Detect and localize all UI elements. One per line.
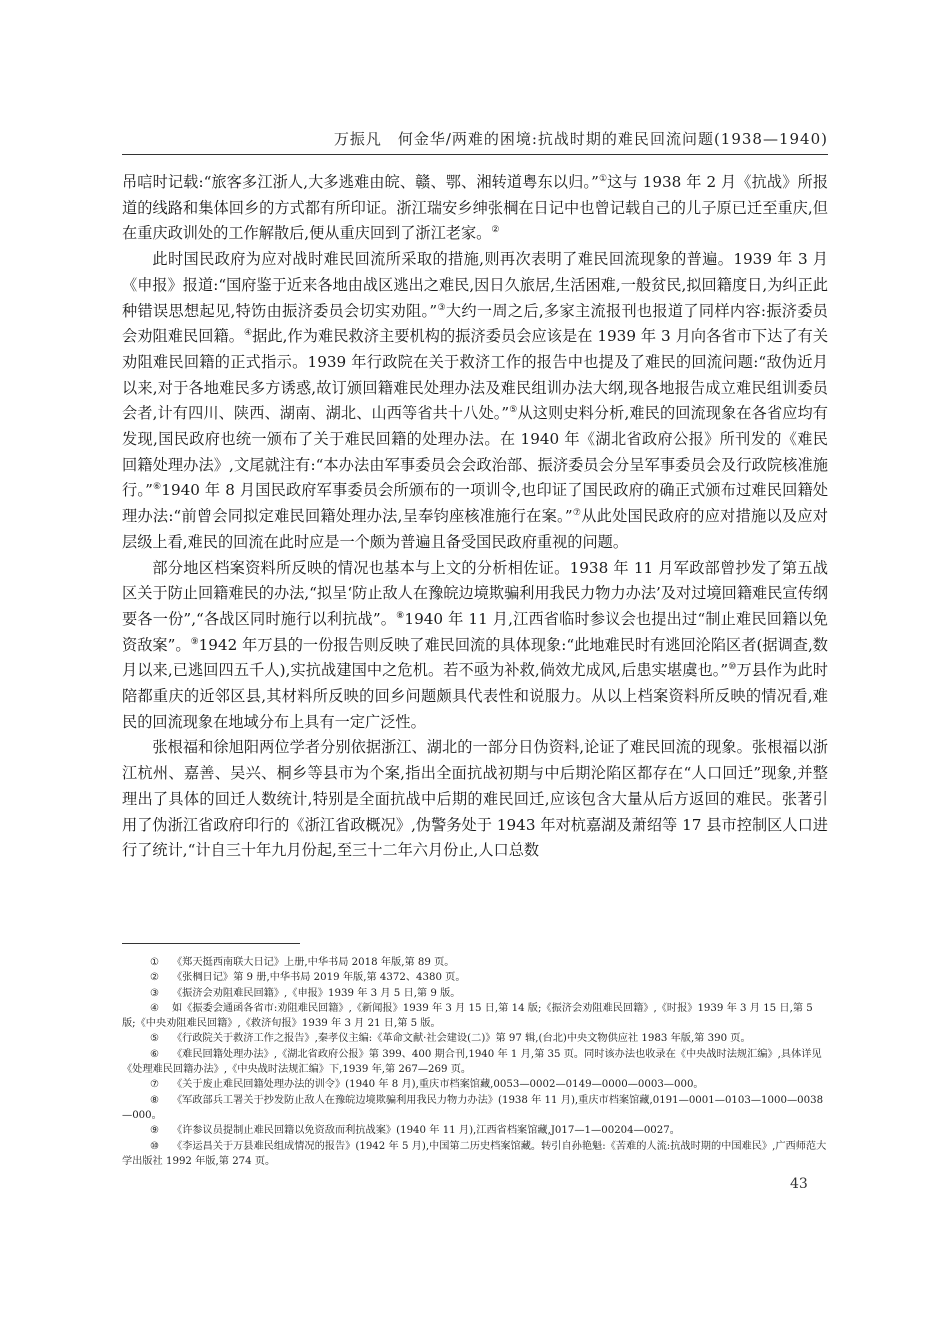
- footnote-reference: ⑦: [572, 508, 582, 519]
- footnote-text: 《郑天挺西南联大日记》上册,中华书局 2018 年版,第 89 页。: [172, 957, 455, 968]
- footnote-reference: ⑧: [396, 610, 405, 621]
- footnotes: [122, 955, 828, 1169]
- footnote: [122, 986, 828, 1001]
- footnote-reference: ②: [491, 225, 500, 236]
- page-number: 43: [790, 1176, 808, 1192]
- footnote: [122, 1001, 828, 1032]
- footnote: [122, 970, 828, 985]
- body-text: [122, 170, 828, 864]
- footnote-reference: ⑤: [509, 405, 518, 416]
- footnote-marker: ④: [150, 1002, 160, 1014]
- footnote: [122, 1093, 828, 1124]
- footnote-divider: [122, 943, 300, 944]
- footnote-text: 《振济会劝阻难民回籍》,《申报》1939 年 3 月 5 日,第 9 版。: [172, 987, 461, 999]
- footnote-marker: ⑤: [150, 1033, 160, 1045]
- footnote-text: 《李运昌关于万县难民组成情况的报告》(1942 年 5 月),中国第二历史档案馆藏。转引自孙艳魁:《苦难的人流:抗战时期的中国难民》,广西师范大学出版社 1992 年版,第 274 页。: [122, 1140, 827, 1167]
- paragraph-text: 从此处国民政府的应对措施以及应对层级上看,难民的回流在此时应是一个颇为普遍且备受国民政府重视的问题。: [122, 507, 828, 551]
- footnote-marker: ①: [150, 957, 160, 968]
- footnote: [122, 955, 828, 970]
- footnote: [122, 1031, 828, 1046]
- paragraph-text: 1940 年 11 月,江西省临时参议会也提出过“制止难民回籍以免资敌案”。: [122, 609, 828, 654]
- header-divider: [122, 154, 828, 155]
- footnote-reference: ④: [243, 328, 253, 339]
- footnote-marker: ⑨: [150, 1125, 160, 1137]
- footnote: [122, 1123, 828, 1138]
- paragraph-text: 1940 年 8 月国民政府军事委员会所颁布的一项训令,也印证了国民政府的确正式颁布过难民回籍处理办法:“前曾会同拟定难民回籍处理办法,呈奉钧座核准施行在案。”: [122, 481, 829, 526]
- footnote-reference: ⑥: [152, 482, 162, 493]
- footnote-text: 《难民回籍处理办法》,《湖北省政府公报》第 399、400 期合刊,1940 年 1 月,第 35 页。同时该办法也收录在《中央战时法规汇编》,具体详见《处理难民回籍办法》,《中央战时法规汇编》下,1939 年,第 267—269 页。: [122, 1048, 822, 1076]
- footnote-marker: ⑦: [150, 1079, 160, 1091]
- paragraph-text: 这与 1938 年 2 月《抗战》所报道的线路和集体回乡的方式都有所印证。浙江瑞安乡绅张棡在日记中也曾记载自己的儿子原已迁至重庆,但在重庆政训处的工作解散后,便从重庆回到了浙江老家。: [122, 173, 829, 243]
- body-paragraph: [122, 170, 828, 247]
- footnote-text: 《军政部兵工署关于抄发防止敌人在豫皖边境欺骗利用我民力物力办法》(1938 年 11 月),重庆市档案馆藏,0191—0001—0103—1000—0038—000。: [122, 1094, 824, 1121]
- footnote: [122, 1077, 828, 1092]
- paragraph-text: 1942 年万县的一份报告则反映了难民回流的具体现象:“此地难民时有逃回沦陷区者(据调查,数月以来,已逃回四五千人),实抗战建国中之危机。若不亟为补救,倘效尤成风,后患实堪虞也。”: [122, 635, 828, 680]
- footnote-reference: ①: [598, 173, 608, 184]
- body-paragraph: [122, 735, 828, 864]
- body-paragraph: [122, 247, 828, 555]
- paragraph-text: 大约一周之后,多家主流报刊也报道了同样内容:振济委员会劝阻难民回籍。: [122, 301, 828, 346]
- paragraph-text: 万县作为此时陪都重庆的近邻区县,其材料所反映的回乡问题颇具代表性和说服力。从以上档案资料所反映的情况看,难民的回流现象在地域分布上具有一定广泛性。: [122, 661, 828, 731]
- footnote: [122, 1047, 828, 1078]
- footnote-reference: ⑩: [728, 662, 737, 673]
- footnote-reference: ③: [437, 302, 446, 313]
- paragraph-text: 此时国民政府为应对战时难民回流所采取的措施,则再次表明了难民回流现象的普遍。1939 年 3 月《申报》报道:“国府鉴于近来各地由战区逃出之难民,因日久旅居,生活困难,一般贫民,拟回籍度日,为纠正此种错误思想起见,特饬由振济委员会切实劝阻。”: [122, 250, 828, 320]
- footnote-marker: ②: [150, 972, 160, 984]
- body-paragraph: [122, 556, 828, 736]
- footnote-text: 《张棡日记》第 9 册,中华书局 2019 年版,第 4372、4380 页。: [172, 972, 466, 984]
- paragraph-text: 从这则史料分析,难民的回流现象在各省应均有发现,国民政府也统一颁布了关于难民回籍的处理办法。在 1940 年《湖北省政府公报》所刊发的《难民回籍处理办法》,文尾就注有:“本办法由军事委员会会政治部、振济委员会分呈军事委员会及行政院核准施行。”: [122, 404, 828, 500]
- paragraph-text: 部分地区档案资料所反映的情况也基本与上文的分析相佐证。1938 年 11 月军政部曾抄发了第五战区关于防止回籍难民的办法,“拟呈‘防止敌人在豫皖边境欺骗利用我民力物力办法’及对过境回籍难民宣传纲要各一份”,“各战区同时施行以利抗战”。: [122, 558, 828, 628]
- footnote-marker: ⑩: [150, 1140, 160, 1152]
- running-title: 万振凡 何金华/两难的困境:抗战时期的难民回流问题(1938—1940): [333, 130, 828, 148]
- paragraph-text: 吊唁时记载:“旅客多江浙人,大多逃难由皖、赣、鄂、湘转道粤东以归。”: [122, 173, 599, 191]
- footnote: [122, 1139, 828, 1170]
- footnote-text: 《行政院关于救济工作之报告》,秦孝仪主编:《革命文献·社会建设(二)》第 97 辑,(台北)中央文物供应社 1983 年版,第 390 页。: [172, 1033, 751, 1045]
- footnote-reference: ⑨: [190, 636, 199, 647]
- footnote-marker: ⑧: [150, 1094, 160, 1106]
- paragraph-text: 张根福和徐旭阳两位学者分别依据浙江、湖北的一部分日伪资料,论证了难民回流的现象。张根福以浙江杭州、嘉善、吴兴、桐乡等县市为个案,指出全面抗战初期与中后期沦陷区都存在“人口回迁”现象,并整理出了具体的回迁人数统计,特别是全面抗战中后期的难民回迁,应该包含大量从后方返回的难民。张著引用了伪浙江省政府印行的《浙江省政概况》,伪警务处于 1943 年对杭嘉湖及萧绍等 17 县市控制区人口进行了统计,“计自三十年九月份起,至三十二年六月份止,人口总数: [122, 738, 828, 860]
- running-header: [122, 128, 828, 149]
- paragraph-text: 据此,作为难民救济主要机构的振济委员会应该是在 1939 年 3 月向各省市下达了有关劝阻难民回籍的正式指示。1939 年行政院在关于救济工作的报告中也提及了难民的回流问题:“敌伪近月以来,对于各地难民多方诱惑,故订颁回籍难民处理办法及难民组训办法大纲,现各地报告成立难民组训委员会者,计有四川、陕西、湖南、湖北、山西等省共十八处。”: [122, 327, 829, 423]
- footnote-text: 《关于废止难民回籍处理办法的训令》(1940 年 8 月),重庆市档案馆藏,0053—0002—0149—0000—0003—000。: [172, 1079, 704, 1091]
- footnote-text: 《许参议员提制止难民回籍以免资敌而利抗战案》(1940 年 11 月),江西省档案馆藏,J017—1—00204—0027。: [172, 1125, 680, 1137]
- footnote-text: 如《振委会通函各省市:劝阻难民回籍》,《新闻报》1939 年 3 月 15 日,第 14 版;《振济会劝阻难民回籍》,《时报》1939 年 3 月 15 日,第 5 版;《中央劝阻难民回籍》,《救济旬报》1939 年 3 月 21 日,第 5 版。: [122, 1002, 813, 1030]
- footnote-marker: ③: [150, 987, 160, 999]
- footnote-marker: ⑥: [150, 1048, 160, 1060]
